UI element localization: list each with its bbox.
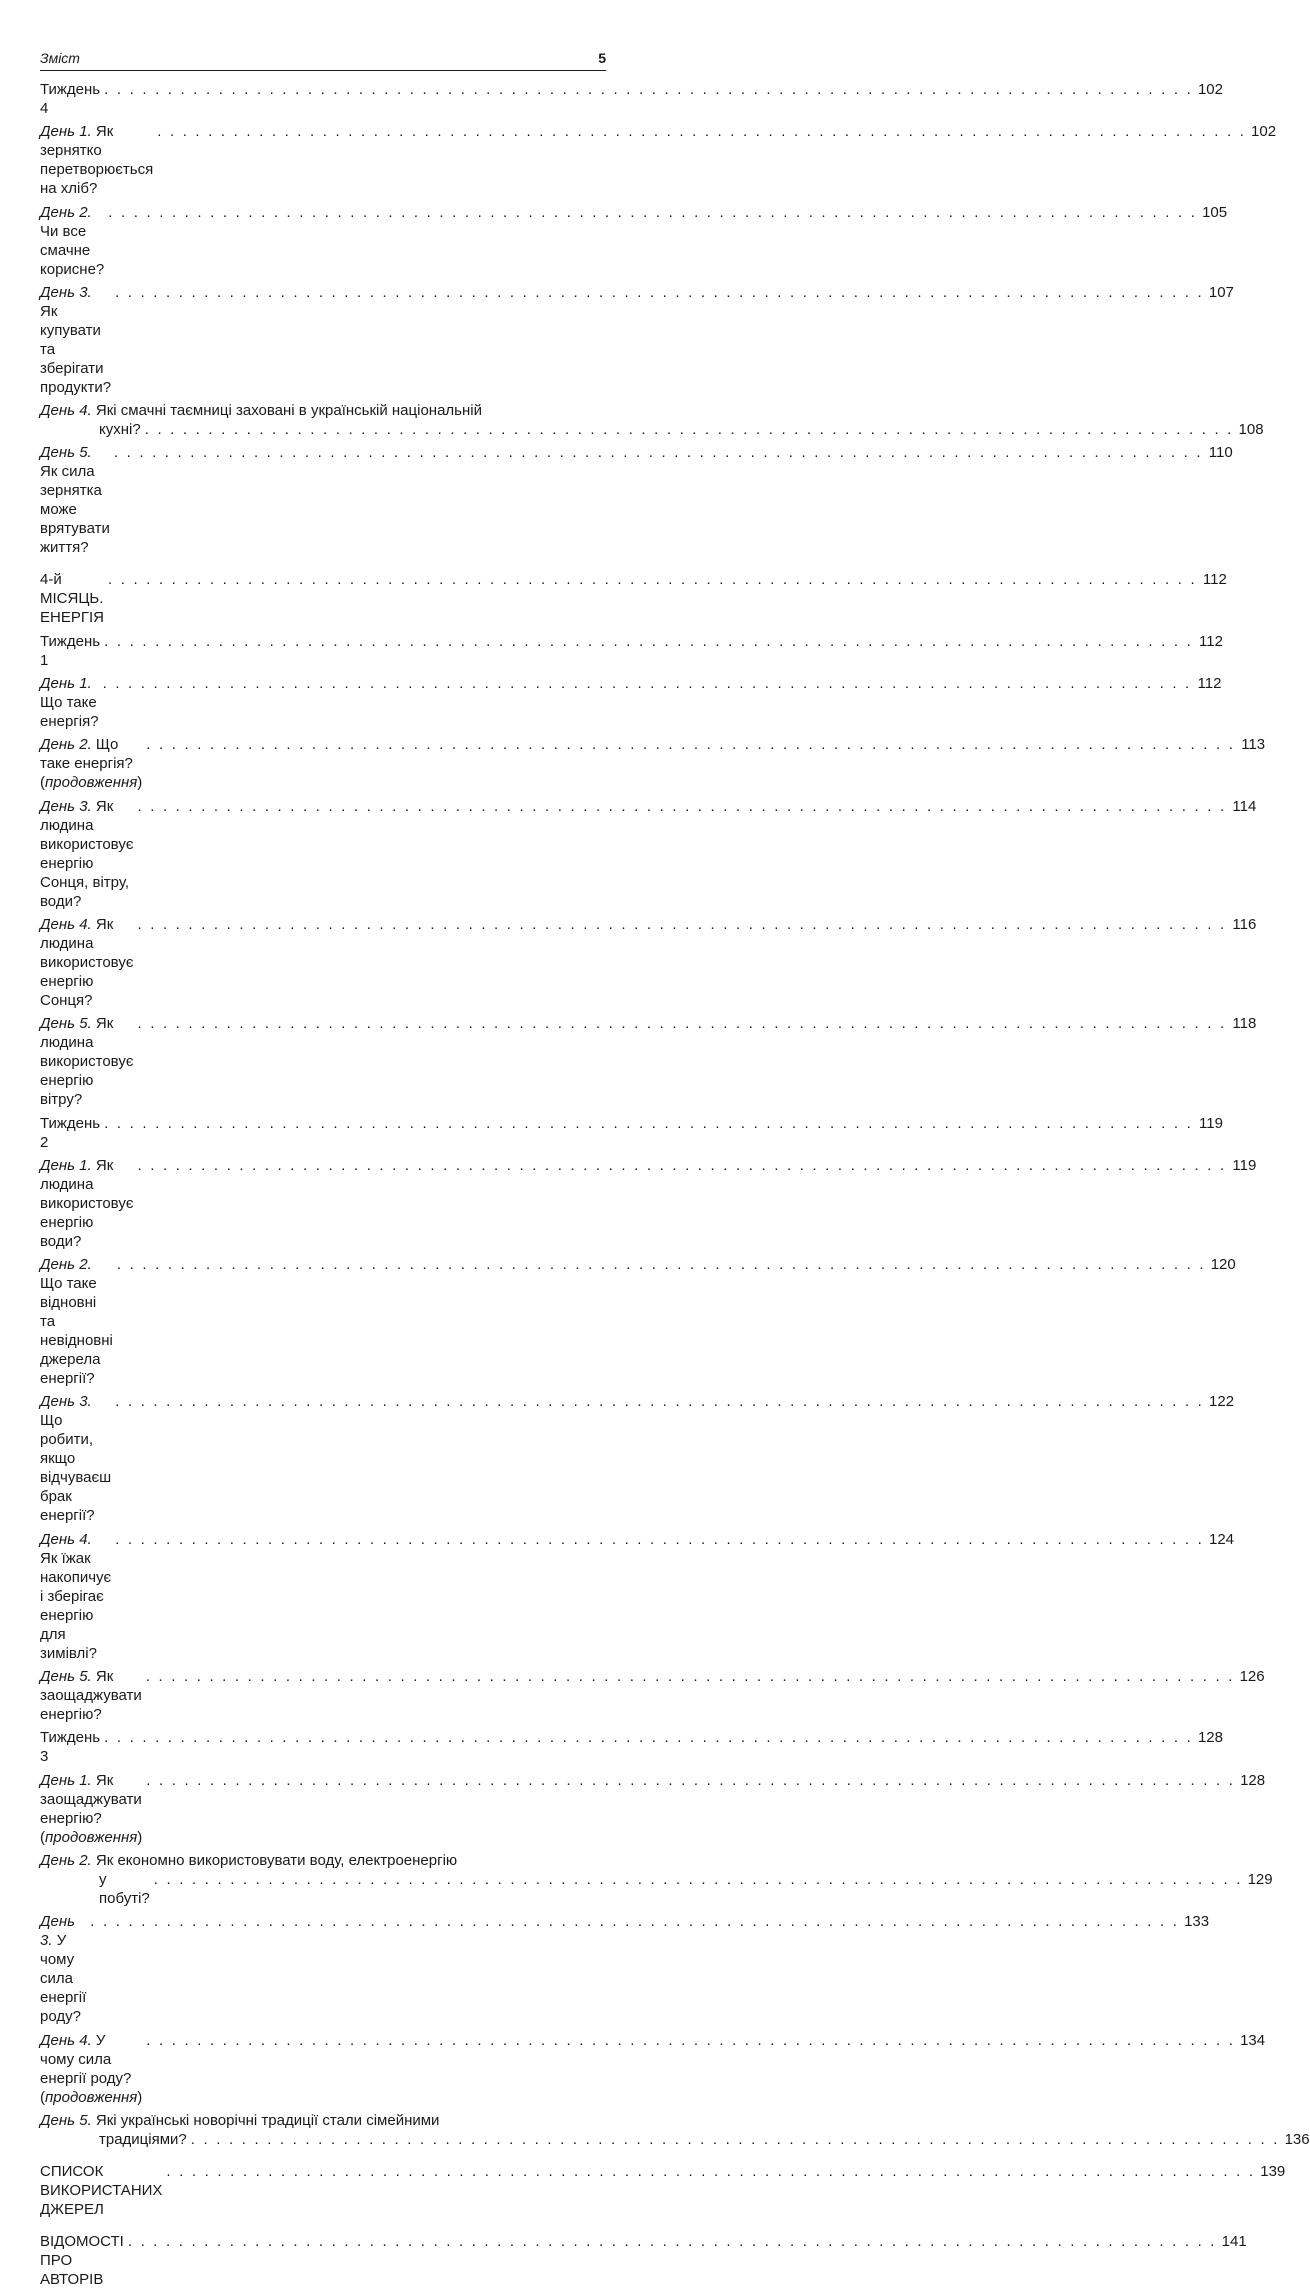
toc-entry-title: У чому сила енергії роду? — [40, 1932, 87, 2026]
toc-entry-page: 136 — [1284, 2130, 1310, 2148]
toc-entry-page: 119 — [1232, 1156, 1257, 1174]
leader-dots — [115, 283, 1204, 302]
toc-entry-title: Що таке відновні та невідновні джерела енергії? — [40, 1275, 113, 1388]
toc-entry-title: Що таке енергія? ( — [40, 736, 133, 792]
toc-entry-title: Як зернятко перетворюється на хліб? — [40, 123, 154, 198]
toc-entry-title-continued: кухні? — [99, 421, 141, 439]
leader-dots — [137, 1156, 1226, 1175]
day-label: День 2. — [40, 203, 92, 221]
toc-entry-title: Як сила зернятка може врятувати життя? — [40, 463, 110, 557]
toc-entry-title: СПИСОК ВИКОРИСТАНИХ ДЖЕРЕЛ — [40, 2162, 163, 2218]
toc-entry-page: 105 — [1202, 203, 1228, 221]
toc-entry-page: 126 — [1239, 1668, 1265, 1686]
toc-entry-page: 107 — [1208, 283, 1234, 301]
toc-entry-page: 102 — [1197, 81, 1223, 98]
toc-entry-page: 124 — [1208, 1530, 1235, 1548]
toc-entry-day[interactable] — [40, 1667, 1265, 1724]
toc-entry-day[interactable] — [40, 203, 1228, 279]
toc-entry-title: Як економно використовувати воду, електроенергію — [95, 1851, 458, 1869]
leader-dots — [191, 2130, 1280, 2149]
day-label: День 1. — [40, 1156, 92, 1174]
toc-entry-title: Чи все смачне корисне? — [40, 222, 105, 278]
toc-entry-page: 141 — [1221, 2232, 1247, 2250]
day-label: День 3. — [40, 1393, 92, 1411]
page-header — [40, 50, 606, 71]
day-label: День 3. — [40, 283, 92, 301]
toc-entry-day[interactable] — [40, 122, 1277, 198]
leader-dots — [128, 2232, 1217, 2251]
toc-entry-title: Як заощаджувати енергію? ( — [40, 1771, 142, 1846]
toc-entry-page: 110 — [1208, 444, 1233, 462]
toc-entry-title: Як людина використовує енергію Сонця, вітру, води? — [40, 797, 134, 910]
day-label: День 4. — [40, 402, 92, 420]
leader-dots — [115, 1530, 1204, 1549]
toc-entry-title: Як заощаджувати енергію? — [40, 1668, 142, 1724]
leader-dots — [114, 443, 1203, 462]
toc-entry-page: 128 — [1197, 1729, 1223, 1747]
toc-entry-day[interactable] — [40, 1912, 1210, 2026]
leader-dots — [154, 1870, 1243, 1889]
toc-entry-title: Тиждень 2 — [40, 1114, 101, 1151]
toc-entry-week-2[interactable] — [40, 1114, 1223, 1152]
leader-dots — [137, 915, 1226, 934]
toc-entry-day[interactable] — [40, 2031, 1266, 2107]
leader-dots — [90, 1912, 1179, 1931]
toc-entry-authors[interactable] — [40, 2232, 1247, 2289]
toc-entry-day[interactable] — [40, 1771, 1266, 1847]
toc-entry-page: 112 — [1197, 675, 1222, 693]
leader-dots — [117, 1255, 1206, 1274]
leader-dots — [104, 1728, 1193, 1747]
toc-entry-title-italic: продовження — [45, 1828, 138, 1846]
page-number: 5 — [598, 50, 606, 66]
toc-entry-page: 113 — [1241, 736, 1266, 754]
toc-entry-title: У чому сила енергії роду? ( — [40, 2031, 132, 2106]
toc-entry-title-end: ) — [137, 2088, 143, 2106]
toc-entry-month[interactable] — [40, 570, 1227, 627]
toc-entry-page: 139 — [1260, 2162, 1286, 2180]
toc-entry-title: Як їжак накопичує і зберігає енергію для зимівлі? — [40, 1549, 112, 1662]
leader-dots — [137, 1014, 1226, 1033]
toc-entry-page: 128 — [1240, 1771, 1266, 1789]
leader-dots — [157, 122, 1246, 141]
toc-entry-title-end: ) — [137, 774, 143, 792]
toc-entry-page: 114 — [1232, 797, 1257, 815]
day-label: День 5. — [40, 1668, 92, 1686]
day-label: День 5. — [40, 444, 92, 462]
day-label: День 1. — [40, 675, 92, 693]
toc-entry-title: Як людина використовує енергію вітру? — [40, 1015, 134, 1109]
leader-dots — [145, 420, 1234, 439]
leader-dots — [146, 1771, 1235, 1790]
leader-dots — [104, 632, 1193, 651]
toc-entry-page: 129 — [1247, 1870, 1273, 1888]
toc-entry-title: Тиждень 3 — [40, 1729, 101, 1766]
day-label: День 3. — [40, 797, 92, 815]
toc-entry-page: 118 — [1232, 1015, 1257, 1033]
leader-dots — [104, 1114, 1193, 1133]
toc-entry-title: Що робити, якщо відчуваєш брак енергії? — [40, 1412, 112, 1525]
day-label: День 1. — [40, 123, 92, 141]
toc-entry-title: ВІДОМОСТІ ПРО АВТОРІВ — [40, 2232, 124, 2288]
toc-entry-page: 102 — [1251, 123, 1277, 141]
toc-entry-day[interactable] — [40, 443, 1233, 557]
leader-dots — [146, 735, 1235, 754]
toc-entry-title-italic: продовження — [45, 774, 138, 792]
toc-entry-page: 120 — [1210, 1256, 1236, 1274]
toc-entry-day[interactable] — [40, 735, 1266, 792]
toc-entry-week-1[interactable] — [40, 632, 1223, 670]
toc-entry-page: 112 — [1202, 571, 1227, 589]
toc-entry-day[interactable] — [40, 1530, 1235, 1663]
day-label: День 2. — [40, 736, 92, 754]
toc-entry-title: Що таке енергія? — [40, 694, 99, 731]
toc-entry-day[interactable] — [40, 401, 1264, 439]
toc-entry-title: Тиждень 1 — [40, 632, 101, 669]
toc-entry-title-continued: у побуті? — [99, 1870, 150, 1907]
toc-entry-page: 122 — [1209, 1393, 1235, 1411]
toc-entry-title: Тиждень 4 — [40, 81, 101, 117]
toc-entry-page: 119 — [1199, 1114, 1223, 1132]
toc-entry-page: 108 — [1238, 421, 1264, 439]
leader-dots — [103, 674, 1192, 693]
toc-entry-day[interactable] — [40, 674, 1222, 731]
section-title: Зміст — [40, 50, 80, 66]
day-label: День 2. — [40, 1256, 92, 1274]
toc-entry-page: 133 — [1184, 1913, 1210, 1931]
toc-entry-title-continued: традиціями? — [99, 2130, 187, 2148]
leader-dots — [104, 80, 1193, 99]
toc-entry-page: 116 — [1232, 915, 1257, 933]
toc-entry-page: 134 — [1240, 2031, 1266, 2049]
toc-entry-day[interactable] — [40, 915, 1257, 1010]
leader-dots — [146, 2031, 1235, 2050]
day-label: День 4. — [40, 915, 92, 933]
day-label: День 1. — [40, 1771, 92, 1789]
table-of-contents — [40, 80, 1310, 2293]
leader-dots — [115, 1392, 1204, 1411]
toc-entry-day[interactable] — [40, 1255, 1236, 1388]
toc-entry-day[interactable] — [40, 283, 1234, 397]
leader-dots — [108, 203, 1197, 222]
toc-entry-day[interactable] — [40, 1156, 1257, 1251]
toc-entry-week-4[interactable] — [40, 80, 1223, 118]
toc-entry-day[interactable] — [40, 1014, 1257, 1109]
toc-entry-title: Які українські новорічні традиції стали сімейними — [95, 2111, 440, 2129]
toc-entry-title: Як людина використовує енергію води? — [40, 1156, 134, 1250]
leader-dots — [108, 570, 1197, 589]
day-label: День 4. — [40, 1530, 92, 1548]
toc-entry-title: Які смачні таємниці заховані в українській національній — [95, 402, 482, 420]
day-label: День 2. — [40, 1851, 92, 1869]
toc-entry-title: Як людина використовує енергію Сонця? — [40, 915, 134, 1009]
leader-dots — [137, 797, 1226, 816]
day-label: День 3. — [40, 1913, 76, 1950]
day-label: День 4. — [40, 2031, 92, 2049]
day-label: День 5. — [40, 2111, 92, 2129]
toc-entry-day[interactable] — [40, 1851, 1273, 1908]
leader-dots — [166, 2162, 1255, 2181]
toc-entry-day[interactable] — [40, 797, 1257, 911]
toc-entry-sources[interactable] — [40, 2162, 1286, 2219]
toc-entry-day[interactable] — [40, 2111, 1310, 2149]
toc-entry-day[interactable] — [40, 1392, 1235, 1525]
toc-entry-title: Як купувати та зберігати продукти? — [40, 302, 112, 396]
toc-entry-page: 112 — [1199, 632, 1223, 650]
toc-entry-week-3[interactable] — [40, 1728, 1223, 1766]
leader-dots — [146, 1667, 1235, 1686]
day-label: День 5. — [40, 1015, 92, 1033]
toc-entry-title-italic: продовження — [45, 2088, 138, 2106]
toc-entry-title: 4-й МІСЯЦЬ. ЕНЕРГІЯ — [40, 571, 104, 627]
toc-entry-title-end: ) — [137, 1828, 143, 1846]
